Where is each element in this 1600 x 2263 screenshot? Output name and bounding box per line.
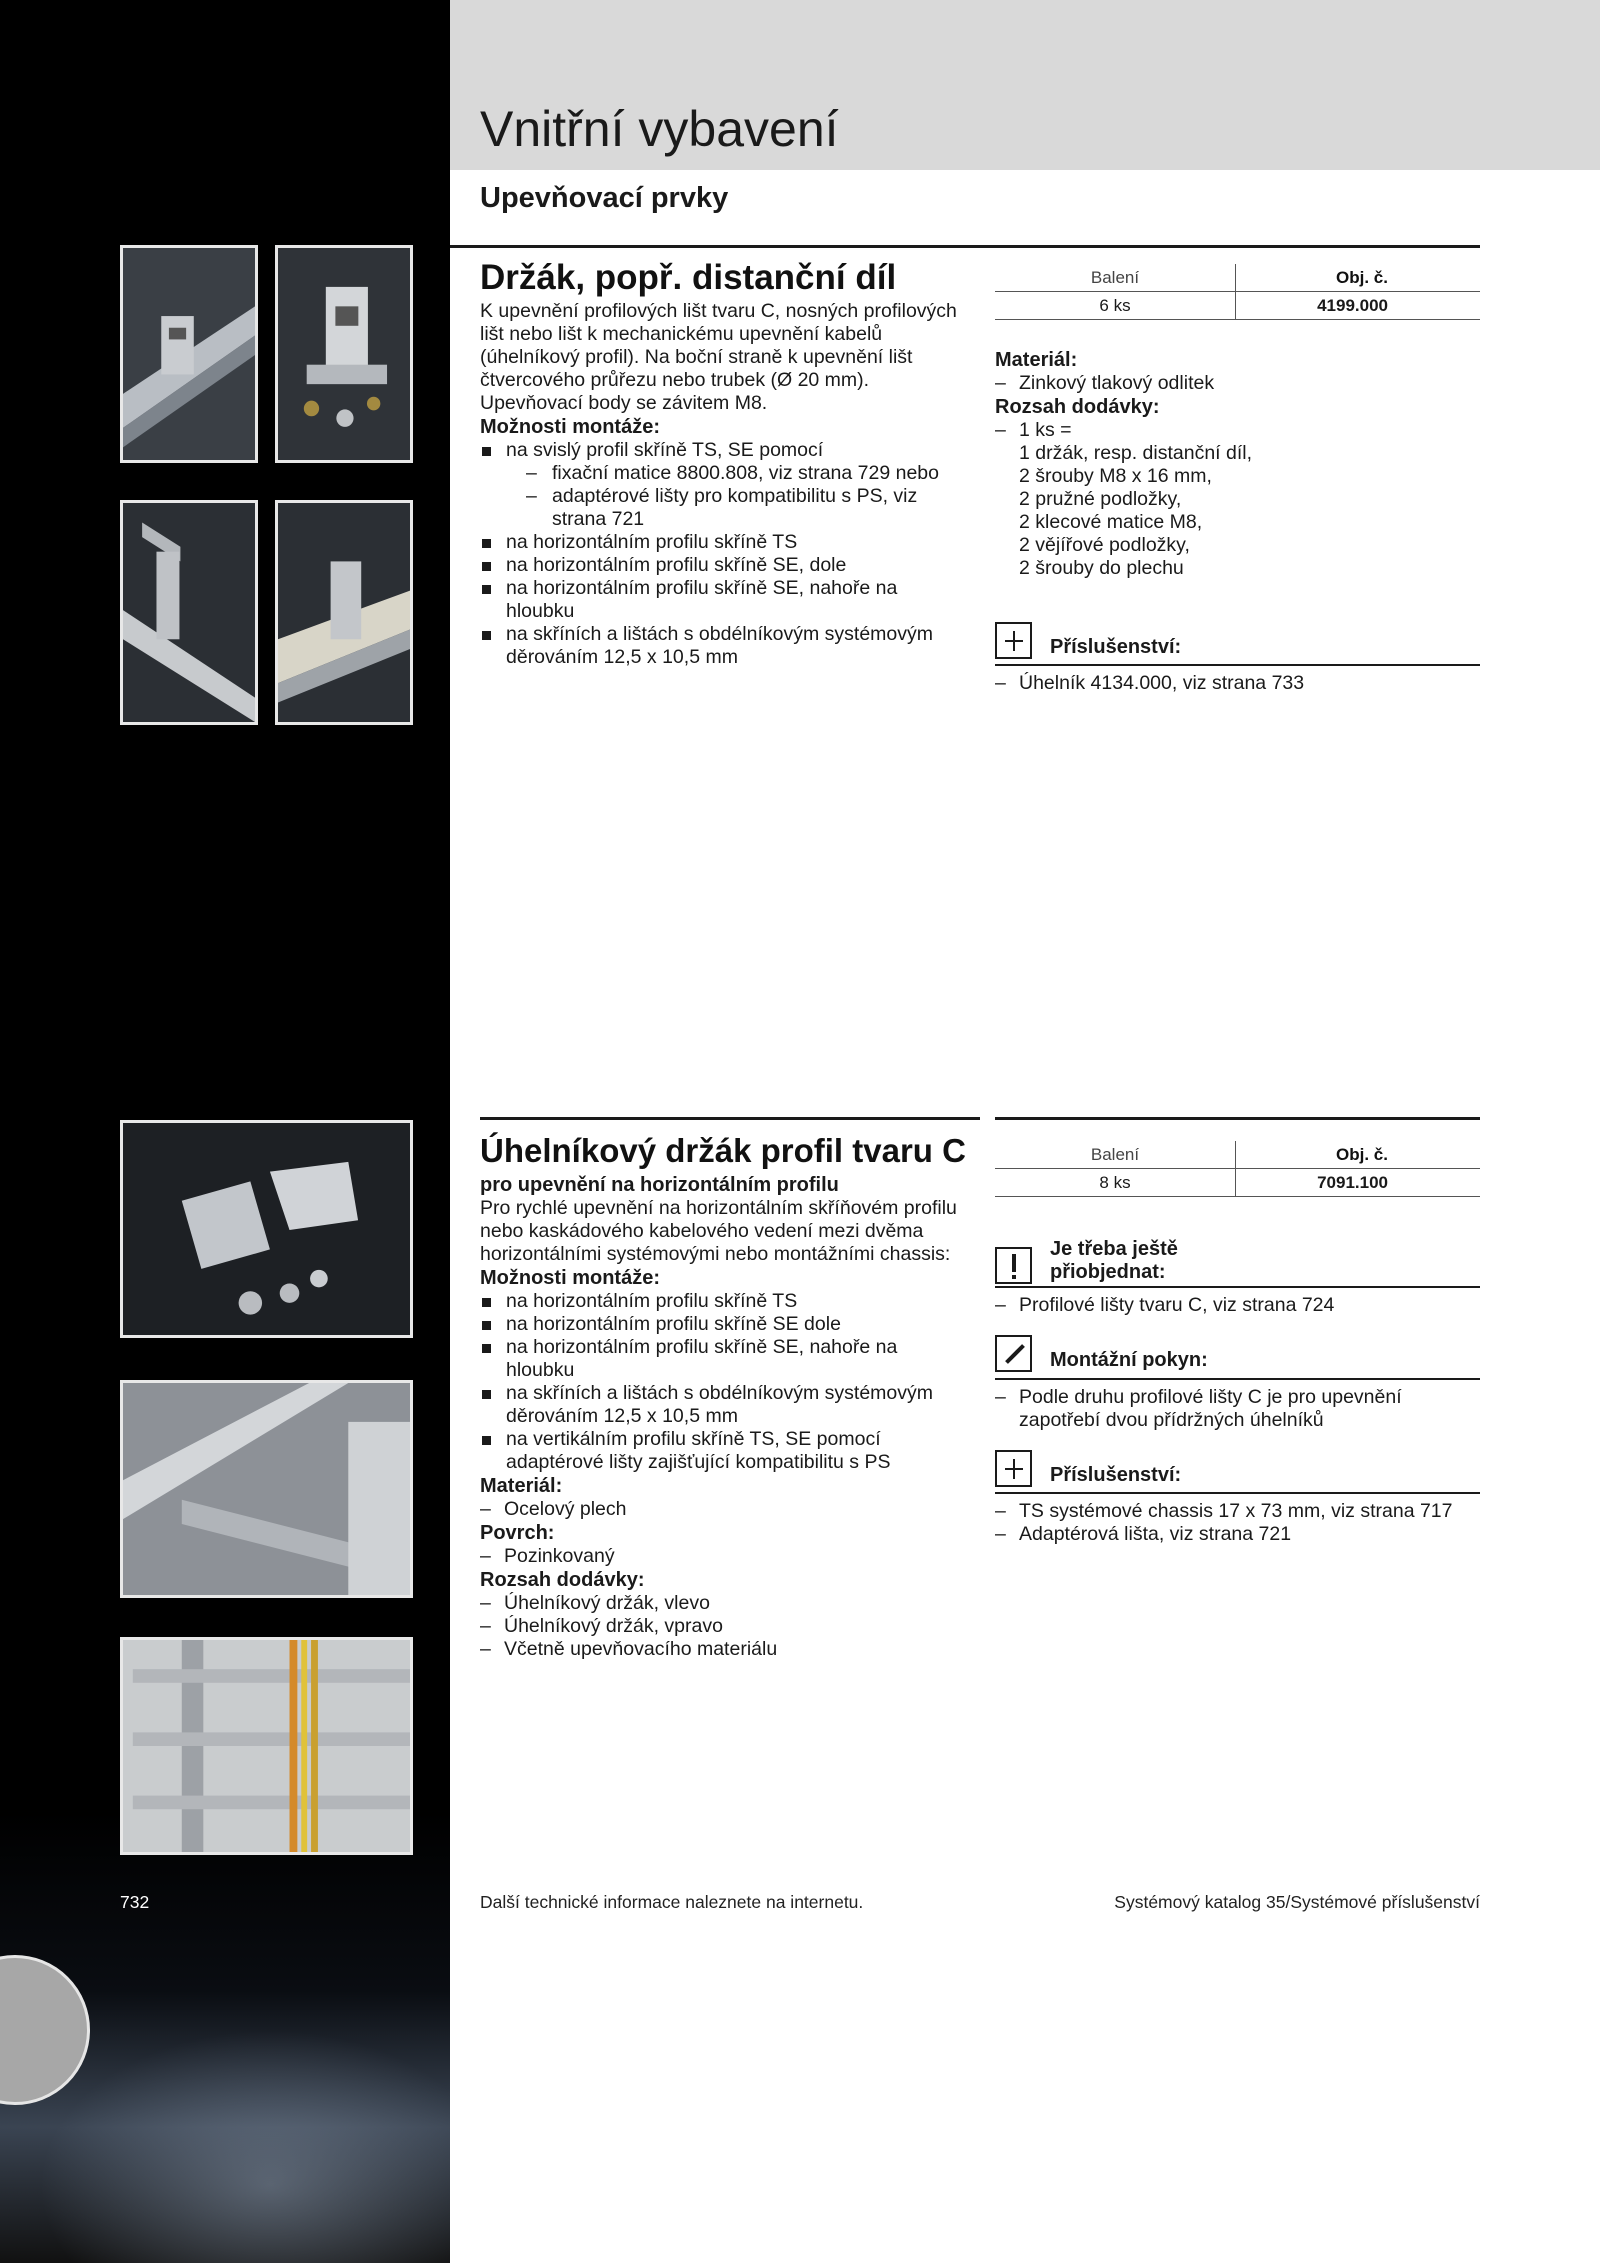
list-item: – Úhelníkový držák, vlevo: [480, 1592, 970, 1615]
product1-rule: [480, 245, 980, 248]
list-item: – Ocelový plech: [480, 1498, 970, 1521]
list-item: na horizontálním profilu skříně SE, nahoře na hloubku: [480, 1336, 970, 1382]
list-item: – Zinkový tlakový odlitek: [995, 372, 1480, 395]
product1-mounting-list: [480, 439, 970, 669]
product2-description: Pro rychlé upevnění na horizontálním skříňovém profilu nebo kaskádového kabelového vedení mezi dvěma horizontálními systémovými nebo montážními chassis:: [480, 1197, 957, 1265]
accessories-rule: [995, 664, 1480, 666]
product1-body: [480, 300, 970, 669]
assembly-rule: [995, 1378, 1480, 1380]
plus-icon: [995, 1450, 1032, 1487]
pen-icon: [995, 1335, 1032, 1372]
list-item: – Adaptérová lišta, viz strana 721: [995, 1523, 1480, 1546]
list-item: na horizontálním profilu skříně SE, dole: [480, 554, 970, 577]
product1-accessories: [995, 672, 1480, 695]
product2-accessories: [995, 1500, 1480, 1546]
page-title: Vnitřní vybavení: [480, 101, 839, 157]
footer-catalog: Systémový katalog 35/Systémové příslušenství: [1114, 1892, 1480, 1912]
table-cell-order-no: 4199.000: [1236, 292, 1481, 320]
list-item: – Včetně upevňovacího materiálu: [480, 1638, 970, 1661]
list-item: – fixační matice 8800.808, viz strana 729 nebo: [506, 462, 970, 485]
order-also-rule: [995, 1286, 1480, 1288]
section-title: Upevňovací prvky: [480, 182, 729, 214]
product2-assembly-heading: Montážní pokyn:: [995, 1335, 1208, 1372]
product2-order-table: [995, 1141, 1480, 1197]
list-item: na horizontálním profilu skříně SE dole: [480, 1313, 970, 1336]
product-photo-bracket-on-rail: [120, 245, 258, 463]
product1-table-rule: [995, 245, 1480, 248]
product2-surface-heading: Povrch:: [480, 1522, 555, 1544]
accessories-rule: [995, 1492, 1480, 1494]
list-item: – Pozinkovaný: [480, 1545, 970, 1568]
plus-icon: [995, 622, 1032, 659]
product1-specs: [995, 348, 1480, 580]
product1-order-table: [995, 264, 1480, 320]
product-photo-bracket-horizontal: [120, 500, 258, 725]
product1-title: Držák, popř. distanční díl: [480, 258, 897, 297]
list-item: na svislý profil skříně TS, SE pomocí – fixační matice 8800.808, viz strana 729 nebo – adaptérové lišty pro kompatibilitu s PS, viz strana 721: [480, 439, 970, 531]
table-header-order-no: Obj. č.: [1236, 264, 1481, 292]
product1-accessories-heading: Příslušenství:: [995, 622, 1181, 659]
table-header-pack: Balení: [995, 1141, 1236, 1169]
list-item: – Profilové lišty tvaru C, viz strana 724: [995, 1294, 1480, 1317]
table-header-pack: Balení: [995, 264, 1236, 292]
product1-scope-heading: Rozsah dodávky:: [995, 396, 1160, 418]
exclamation-icon: [995, 1247, 1032, 1284]
table-row: [995, 292, 1480, 320]
list-item: na horizontálním profilu skříně SE, nahoře na hloubku: [480, 577, 970, 623]
product2-table-rule: [995, 1117, 1480, 1120]
list-item: – TS systémové chassis 17 x 73 mm, viz strana 717: [995, 1500, 1480, 1523]
product2-subtitle: pro upevnění na horizontálním profilu: [480, 1174, 839, 1196]
product-photo-cable-cascade: [120, 1637, 413, 1855]
list-item: – 1 ks = 1 držák, resp. distanční díl, 2 šrouby M8 x 16 mm, 2 pružné podložky, 2 klecové matice M8, 2 vějířové podložky, 2 šrouby do plechu: [995, 419, 1480, 580]
list-item: na vertikálním profilu skříně TS, SE pomocí adaptérové lišty zajišťující kompatibilitu s PS: [480, 1428, 970, 1474]
product1-mounting-heading: Možnosti montáže:: [480, 416, 660, 438]
product2-title: Úhelníkový držák profil tvaru C: [480, 1132, 966, 1169]
list-item: na horizontálním profilu skříně TS: [480, 1290, 970, 1313]
product1-description: K upevnění profilových lišt tvaru C, nosných profilových lišt nebo lišt k mechanickému upevnění kabelů (úhelníkový profil). Na boční straně k upevnění lišt čtvercového průřezu nebo trubek (Ø 20 mm). Upevňovací body se závitem M8.: [480, 300, 957, 414]
table-row: [995, 1169, 1480, 1197]
product-photo-angle-bracket: [120, 1120, 413, 1338]
product2-material-heading: Materiál:: [480, 1475, 563, 1497]
table-cell-order-no: 7091.100: [1236, 1169, 1481, 1197]
product2-mounting-list: [480, 1290, 970, 1474]
product2-scope-heading: Rozsah dodávky:: [480, 1569, 645, 1591]
product-photo-bracket-parts: [275, 245, 413, 463]
product2-rule: [480, 1117, 980, 1120]
list-item: – Podle druhu profilové lišty C je pro upevnění zapotřebí dvou přídržných úhelníků: [995, 1386, 1480, 1432]
list-item: – adaptérové lišty pro kompatibilitu s PS, viz strana 721: [506, 485, 970, 531]
product2-assembly: [995, 1386, 1480, 1432]
product2-mounting-heading: Možnosti montáže:: [480, 1267, 660, 1289]
page-number: 732: [120, 1892, 150, 1912]
product-photo-bracket-tube: [275, 500, 413, 725]
product2-body: [480, 1174, 970, 1661]
table-header-order-no: Obj. č.: [1236, 1141, 1481, 1169]
product2-order-also: [995, 1294, 1480, 1317]
product2-order-also-heading: Je třeba ještě přiobjednat:: [995, 1238, 1250, 1284]
product1-material-heading: Materiál:: [995, 349, 1078, 371]
list-item: na horizontálním profilu skříně TS: [480, 531, 970, 554]
table-cell-pack: 8 ks: [995, 1169, 1236, 1197]
list-item: na skříních a lištách s obdélníkovým systémovým děrováním 12,5 x 10,5 mm: [480, 623, 970, 669]
product-photo-rail-mounted: [120, 1380, 413, 1598]
list-item: – Úhelníkový držák, vpravo: [480, 1615, 970, 1638]
table-cell-pack: 6 ks: [995, 292, 1236, 320]
product2-accessories-heading: Příslušenství:: [995, 1450, 1181, 1487]
footer-note: Další technické informace naleznete na internetu.: [480, 1892, 864, 1912]
list-item: – Úhelník 4134.000, viz strana 733: [995, 672, 1480, 695]
list-item: na skříních a lištách s obdélníkovým systémovým děrováním 12,5 x 10,5 mm: [480, 1382, 970, 1428]
